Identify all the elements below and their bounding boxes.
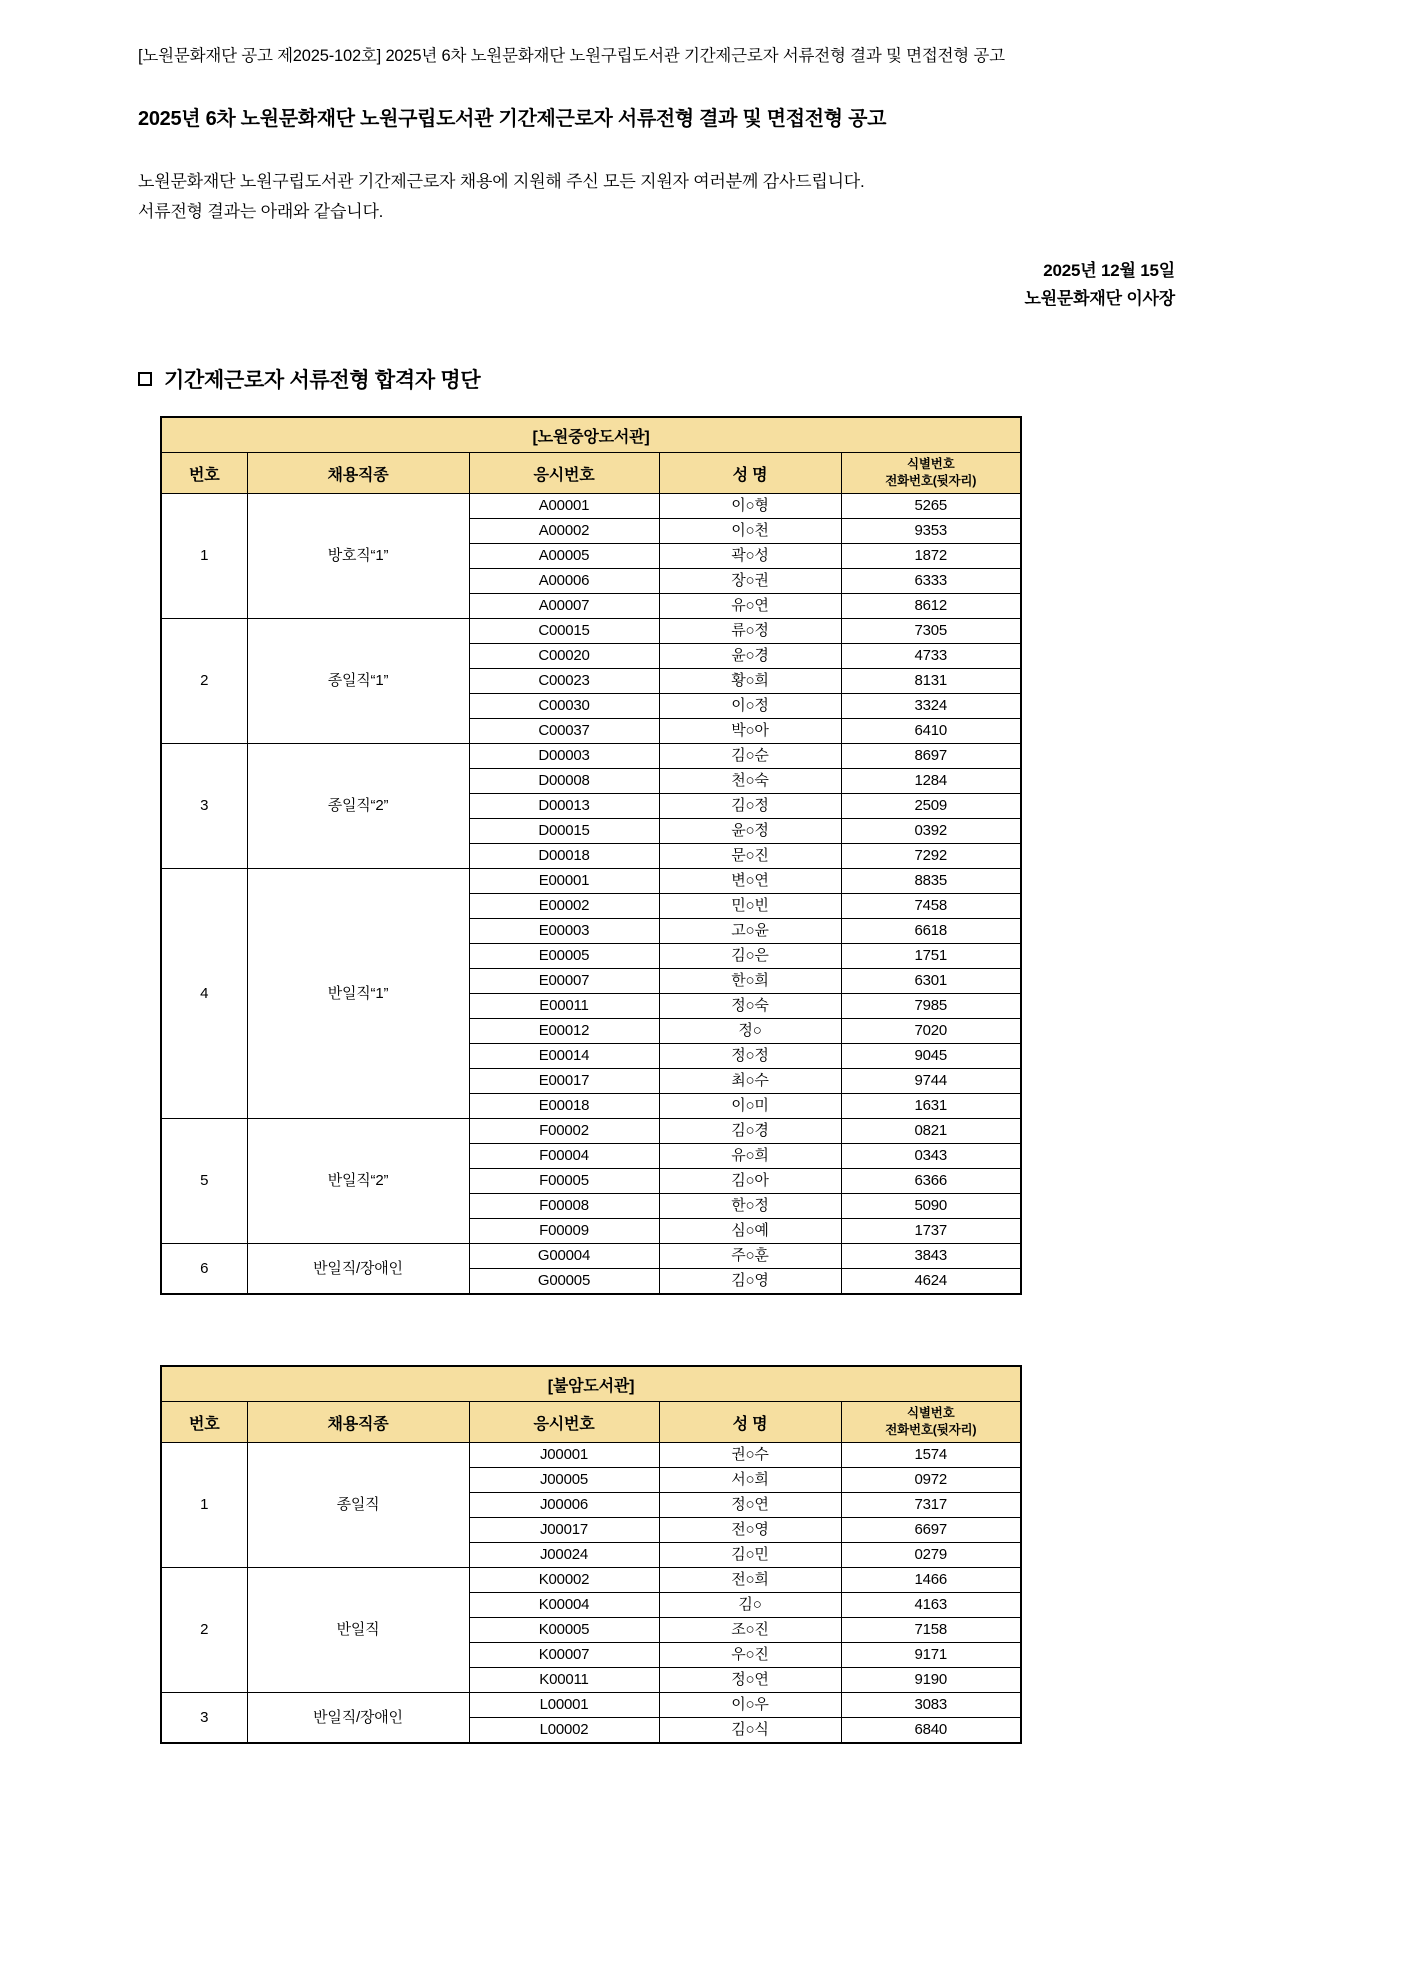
cell-applicant-id: 3324 bbox=[841, 694, 1021, 719]
cell-applicant-id: 7020 bbox=[841, 1019, 1021, 1044]
signature-block bbox=[60, 257, 1175, 315]
cell-applicant-code: D00013 bbox=[469, 794, 659, 819]
document-reference-line: [노원문화재단 공고 제2025-102호] 2025년 6차 노원문화재단 노원구립도서관 기간제근로자 서류전형 결과 및 면접전형 공고 bbox=[138, 47, 1005, 65]
cell-applicant-id: 1872 bbox=[841, 544, 1021, 569]
column-header-no: 번호 bbox=[161, 1402, 247, 1443]
cell-applicant-name: 전○영 bbox=[659, 1518, 841, 1543]
cell-applicant-id: 7985 bbox=[841, 994, 1021, 1019]
cell-applicant-code: C00030 bbox=[469, 694, 659, 719]
cell-applicant-name: 김○아 bbox=[659, 1169, 841, 1194]
table-row bbox=[161, 494, 1021, 519]
cell-applicant-id: 1574 bbox=[841, 1443, 1021, 1468]
cell-applicant-name: 이○우 bbox=[659, 1693, 841, 1718]
cell-applicant-id: 1737 bbox=[841, 1219, 1021, 1244]
cell-applicant-code: D00008 bbox=[469, 769, 659, 794]
cell-applicant-id: 7458 bbox=[841, 894, 1021, 919]
cell-applicant-id: 7292 bbox=[841, 844, 1021, 869]
cell-applicant-name: 문○진 bbox=[659, 844, 841, 869]
cell-applicant-code: E00005 bbox=[469, 944, 659, 969]
cell-group-no: 2 bbox=[161, 1568, 247, 1693]
cell-applicant-code: C00023 bbox=[469, 669, 659, 694]
cell-applicant-id: 2509 bbox=[841, 794, 1021, 819]
cell-applicant-name: 한○정 bbox=[659, 1194, 841, 1219]
square-bullet-icon bbox=[138, 372, 152, 386]
cell-group-no: 4 bbox=[161, 869, 247, 1119]
cell-applicant-code: L00002 bbox=[469, 1718, 659, 1744]
column-header-name: 성 명 bbox=[659, 453, 841, 494]
table-caption-row bbox=[161, 417, 1021, 453]
cell-applicant-code: D00015 bbox=[469, 819, 659, 844]
cell-applicant-id: 7305 bbox=[841, 619, 1021, 644]
column-header-id-line2: 전화번호(뒷자리) bbox=[885, 474, 977, 489]
cell-applicant-name: 심○예 bbox=[659, 1219, 841, 1244]
cell-applicant-id: 8697 bbox=[841, 744, 1021, 769]
cell-applicant-id: 0279 bbox=[841, 1543, 1021, 1568]
cell-group-no: 1 bbox=[161, 494, 247, 619]
table-caption: [노원중앙도서관] bbox=[161, 417, 1021, 453]
table-row bbox=[161, 1244, 1021, 1269]
cell-applicant-code: E00018 bbox=[469, 1094, 659, 1119]
cell-applicant-id: 6410 bbox=[841, 719, 1021, 744]
cell-applicant-id: 6840 bbox=[841, 1718, 1021, 1744]
cell-applicant-id: 4624 bbox=[841, 1269, 1021, 1295]
table-header-row bbox=[161, 453, 1021, 494]
cell-applicant-id: 9045 bbox=[841, 1044, 1021, 1069]
column-header-code: 응시번호 bbox=[469, 1402, 659, 1443]
cell-applicant-code: K00011 bbox=[469, 1668, 659, 1693]
signature-author: 노원문화재단 이사장 bbox=[1024, 289, 1175, 309]
cell-applicant-name: 서○희 bbox=[659, 1468, 841, 1493]
cell-applicant-name: 박○아 bbox=[659, 719, 841, 744]
cell-group-job: 반일직/장애인 bbox=[247, 1693, 469, 1744]
cell-applicant-name: 고○윤 bbox=[659, 919, 841, 944]
cell-group-job: 반일직/장애인 bbox=[247, 1244, 469, 1295]
cell-applicant-code: F00008 bbox=[469, 1194, 659, 1219]
cell-applicant-code: E00014 bbox=[469, 1044, 659, 1069]
column-header-no: 번호 bbox=[161, 453, 247, 494]
cell-applicant-code: A00007 bbox=[469, 594, 659, 619]
cell-applicant-id: 6366 bbox=[841, 1169, 1021, 1194]
cell-applicant-id: 1284 bbox=[841, 769, 1021, 794]
cell-applicant-code: J00001 bbox=[469, 1443, 659, 1468]
cell-applicant-id: 9744 bbox=[841, 1069, 1021, 1094]
cell-applicant-code: L00001 bbox=[469, 1693, 659, 1718]
cell-applicant-id: 6333 bbox=[841, 569, 1021, 594]
roster-table-wrap-1 bbox=[160, 416, 1020, 1295]
cell-applicant-name: 김○정 bbox=[659, 794, 841, 819]
column-header-id bbox=[841, 1402, 1021, 1443]
cell-applicant-name: 김○식 bbox=[659, 1718, 841, 1744]
cell-applicant-id: 8131 bbox=[841, 669, 1021, 694]
cell-applicant-id: 8612 bbox=[841, 594, 1021, 619]
table-row bbox=[161, 1119, 1021, 1144]
cell-applicant-code: C00037 bbox=[469, 719, 659, 744]
table-row bbox=[161, 1568, 1021, 1593]
cell-applicant-id: 0392 bbox=[841, 819, 1021, 844]
cell-applicant-id: 9171 bbox=[841, 1643, 1021, 1668]
cell-applicant-id: 4163 bbox=[841, 1593, 1021, 1618]
column-header-job: 채용직종 bbox=[247, 1402, 469, 1443]
cell-applicant-code: K00002 bbox=[469, 1568, 659, 1593]
cell-group-job: 종일직 bbox=[247, 1443, 469, 1568]
cell-applicant-code: A00002 bbox=[469, 519, 659, 544]
cell-applicant-code: E00007 bbox=[469, 969, 659, 994]
cell-applicant-code: J00005 bbox=[469, 1468, 659, 1493]
cell-applicant-code: A00005 bbox=[469, 544, 659, 569]
roster-table-nowon-central bbox=[160, 416, 1022, 1295]
cell-applicant-name: 조○진 bbox=[659, 1618, 841, 1643]
cell-applicant-name: 장○권 bbox=[659, 569, 841, 594]
cell-applicant-name: 이○형 bbox=[659, 494, 841, 519]
cell-applicant-name: 이○천 bbox=[659, 519, 841, 544]
cell-applicant-id: 1751 bbox=[841, 944, 1021, 969]
table-row bbox=[161, 869, 1021, 894]
cell-group-job: 반일직“1” bbox=[247, 869, 469, 1119]
cell-applicant-id: 3083 bbox=[841, 1693, 1021, 1718]
cell-applicant-code: C00015 bbox=[469, 619, 659, 644]
cell-applicant-code: F00002 bbox=[469, 1119, 659, 1144]
cell-applicant-name: 김○ bbox=[659, 1593, 841, 1618]
cell-applicant-id: 0821 bbox=[841, 1119, 1021, 1144]
cell-applicant-name: 정○연 bbox=[659, 1493, 841, 1518]
cell-applicant-id: 8835 bbox=[841, 869, 1021, 894]
cell-applicant-name: 전○희 bbox=[659, 1568, 841, 1593]
cell-applicant-id: 6697 bbox=[841, 1518, 1021, 1543]
cell-applicant-name: 윤○정 bbox=[659, 819, 841, 844]
cell-applicant-code: D00003 bbox=[469, 744, 659, 769]
cell-applicant-code: C00020 bbox=[469, 644, 659, 669]
column-header-id bbox=[841, 453, 1021, 494]
cell-applicant-name: 곽○성 bbox=[659, 544, 841, 569]
cell-applicant-name: 김○영 bbox=[659, 1269, 841, 1295]
cell-group-no: 1 bbox=[161, 1443, 247, 1568]
cell-applicant-code: K00004 bbox=[469, 1593, 659, 1618]
cell-applicant-id: 7317 bbox=[841, 1493, 1021, 1518]
cell-applicant-id: 4733 bbox=[841, 644, 1021, 669]
column-header-id-line2: 전화번호(뒷자리) bbox=[885, 1423, 977, 1438]
roster-table-buram bbox=[160, 1365, 1022, 1744]
roster-table-body bbox=[161, 1366, 1021, 1743]
roster-table-wrap-2 bbox=[160, 1365, 1020, 1744]
cell-applicant-name: 정○ bbox=[659, 1019, 841, 1044]
cell-applicant-name: 한○희 bbox=[659, 969, 841, 994]
cell-applicant-id: 7158 bbox=[841, 1618, 1021, 1643]
roster-table-body bbox=[161, 417, 1021, 1294]
cell-applicant-name: 김○은 bbox=[659, 944, 841, 969]
column-header-name: 성 명 bbox=[659, 1402, 841, 1443]
cell-applicant-name: 이○미 bbox=[659, 1094, 841, 1119]
cell-applicant-name: 정○숙 bbox=[659, 994, 841, 1019]
cell-applicant-id: 6618 bbox=[841, 919, 1021, 944]
cell-applicant-name: 최○수 bbox=[659, 1069, 841, 1094]
table-row bbox=[161, 744, 1021, 769]
table-row bbox=[161, 1443, 1021, 1468]
column-header-code: 응시번호 bbox=[469, 453, 659, 494]
cell-applicant-name: 변○연 bbox=[659, 869, 841, 894]
cell-applicant-name: 정○연 bbox=[659, 1668, 841, 1693]
table-row bbox=[161, 619, 1021, 644]
cell-applicant-name: 유○희 bbox=[659, 1144, 841, 1169]
cell-applicant-id: 3843 bbox=[841, 1244, 1021, 1269]
cell-applicant-name: 류○정 bbox=[659, 619, 841, 644]
column-header-id-line1: 식별번호 bbox=[907, 1406, 955, 1421]
cell-applicant-code: G00004 bbox=[469, 1244, 659, 1269]
cell-applicant-code: A00001 bbox=[469, 494, 659, 519]
table-caption-row bbox=[161, 1366, 1021, 1402]
cell-applicant-code: E00012 bbox=[469, 1019, 659, 1044]
signature-date: 2025년 12월 15일 bbox=[1043, 260, 1175, 280]
cell-applicant-code: E00001 bbox=[469, 869, 659, 894]
cell-applicant-name: 민○빈 bbox=[659, 894, 841, 919]
cell-applicant-name: 주○훈 bbox=[659, 1244, 841, 1269]
cell-group-no: 3 bbox=[161, 744, 247, 869]
cell-applicant-name: 정○정 bbox=[659, 1044, 841, 1069]
cell-applicant-code: E00017 bbox=[469, 1069, 659, 1094]
cell-applicant-name: 권○수 bbox=[659, 1443, 841, 1468]
cell-applicant-code: E00003 bbox=[469, 919, 659, 944]
cell-applicant-id: 1631 bbox=[841, 1094, 1021, 1119]
cell-applicant-code: J00017 bbox=[469, 1518, 659, 1543]
cell-applicant-code: E00002 bbox=[469, 894, 659, 919]
cell-applicant-code: A00006 bbox=[469, 569, 659, 594]
table-row bbox=[161, 1693, 1021, 1718]
cell-applicant-id: 9190 bbox=[841, 1668, 1021, 1693]
cell-applicant-name: 이○정 bbox=[659, 694, 841, 719]
intro-paragraph bbox=[138, 167, 1343, 227]
cell-applicant-id: 6301 bbox=[841, 969, 1021, 994]
cell-applicant-code: F00004 bbox=[469, 1144, 659, 1169]
cell-group-no: 5 bbox=[161, 1119, 247, 1244]
cell-group-no: 2 bbox=[161, 619, 247, 744]
intro-line-2: 서류전형 결과는 아래와 같습니다. bbox=[138, 201, 384, 221]
column-header-job: 채용직종 bbox=[247, 453, 469, 494]
cell-applicant-code: F00009 bbox=[469, 1219, 659, 1244]
table-header-row bbox=[161, 1402, 1021, 1443]
section-heading bbox=[138, 364, 1343, 394]
cell-group-job: 반일직“2” bbox=[247, 1119, 469, 1244]
cell-applicant-code: J00024 bbox=[469, 1543, 659, 1568]
cell-applicant-name: 김○경 bbox=[659, 1119, 841, 1144]
cell-applicant-id: 5090 bbox=[841, 1194, 1021, 1219]
cell-group-no: 3 bbox=[161, 1693, 247, 1744]
cell-applicant-code: G00005 bbox=[469, 1269, 659, 1295]
cell-applicant-name: 천○숙 bbox=[659, 769, 841, 794]
cell-applicant-name: 우○진 bbox=[659, 1643, 841, 1668]
cell-group-job: 종일직“2” bbox=[247, 744, 469, 869]
page-title: 2025년 6차 노원문화재단 노원구립도서관 기간제근로자 서류전형 결과 및 면접전형 공고 bbox=[138, 108, 887, 130]
cell-applicant-code: J00006 bbox=[469, 1493, 659, 1518]
cell-applicant-id: 0972 bbox=[841, 1468, 1021, 1493]
cell-applicant-id: 9353 bbox=[841, 519, 1021, 544]
cell-applicant-name: 김○민 bbox=[659, 1543, 841, 1568]
intro-line-1: 노원문화재단 노원구립도서관 기간제근로자 채용에 지원해 주신 모든 지원자 여러분께 감사드립니다. bbox=[138, 172, 865, 191]
cell-applicant-id: 0343 bbox=[841, 1144, 1021, 1169]
cell-applicant-id: 5265 bbox=[841, 494, 1021, 519]
cell-applicant-code: F00005 bbox=[469, 1169, 659, 1194]
cell-applicant-code: K00007 bbox=[469, 1643, 659, 1668]
cell-applicant-code: E00011 bbox=[469, 994, 659, 1019]
cell-applicant-id: 1466 bbox=[841, 1568, 1021, 1593]
cell-applicant-code: K00005 bbox=[469, 1618, 659, 1643]
cell-group-job: 종일직“1” bbox=[247, 619, 469, 744]
cell-applicant-name: 윤○경 bbox=[659, 644, 841, 669]
cell-applicant-name: 유○연 bbox=[659, 594, 841, 619]
cell-group-no: 6 bbox=[161, 1244, 247, 1295]
column-header-id-line1: 식별번호 bbox=[907, 457, 955, 472]
cell-applicant-name: 황○희 bbox=[659, 669, 841, 694]
cell-applicant-code: D00018 bbox=[469, 844, 659, 869]
cell-applicant-name: 김○순 bbox=[659, 744, 841, 769]
cell-group-job: 방호직“1” bbox=[247, 494, 469, 619]
section-heading-text: 기간제근로자 서류전형 합격자 명단 bbox=[164, 369, 481, 393]
cell-group-job: 반일직 bbox=[247, 1568, 469, 1693]
table-caption: [불암도서관] bbox=[161, 1366, 1021, 1402]
